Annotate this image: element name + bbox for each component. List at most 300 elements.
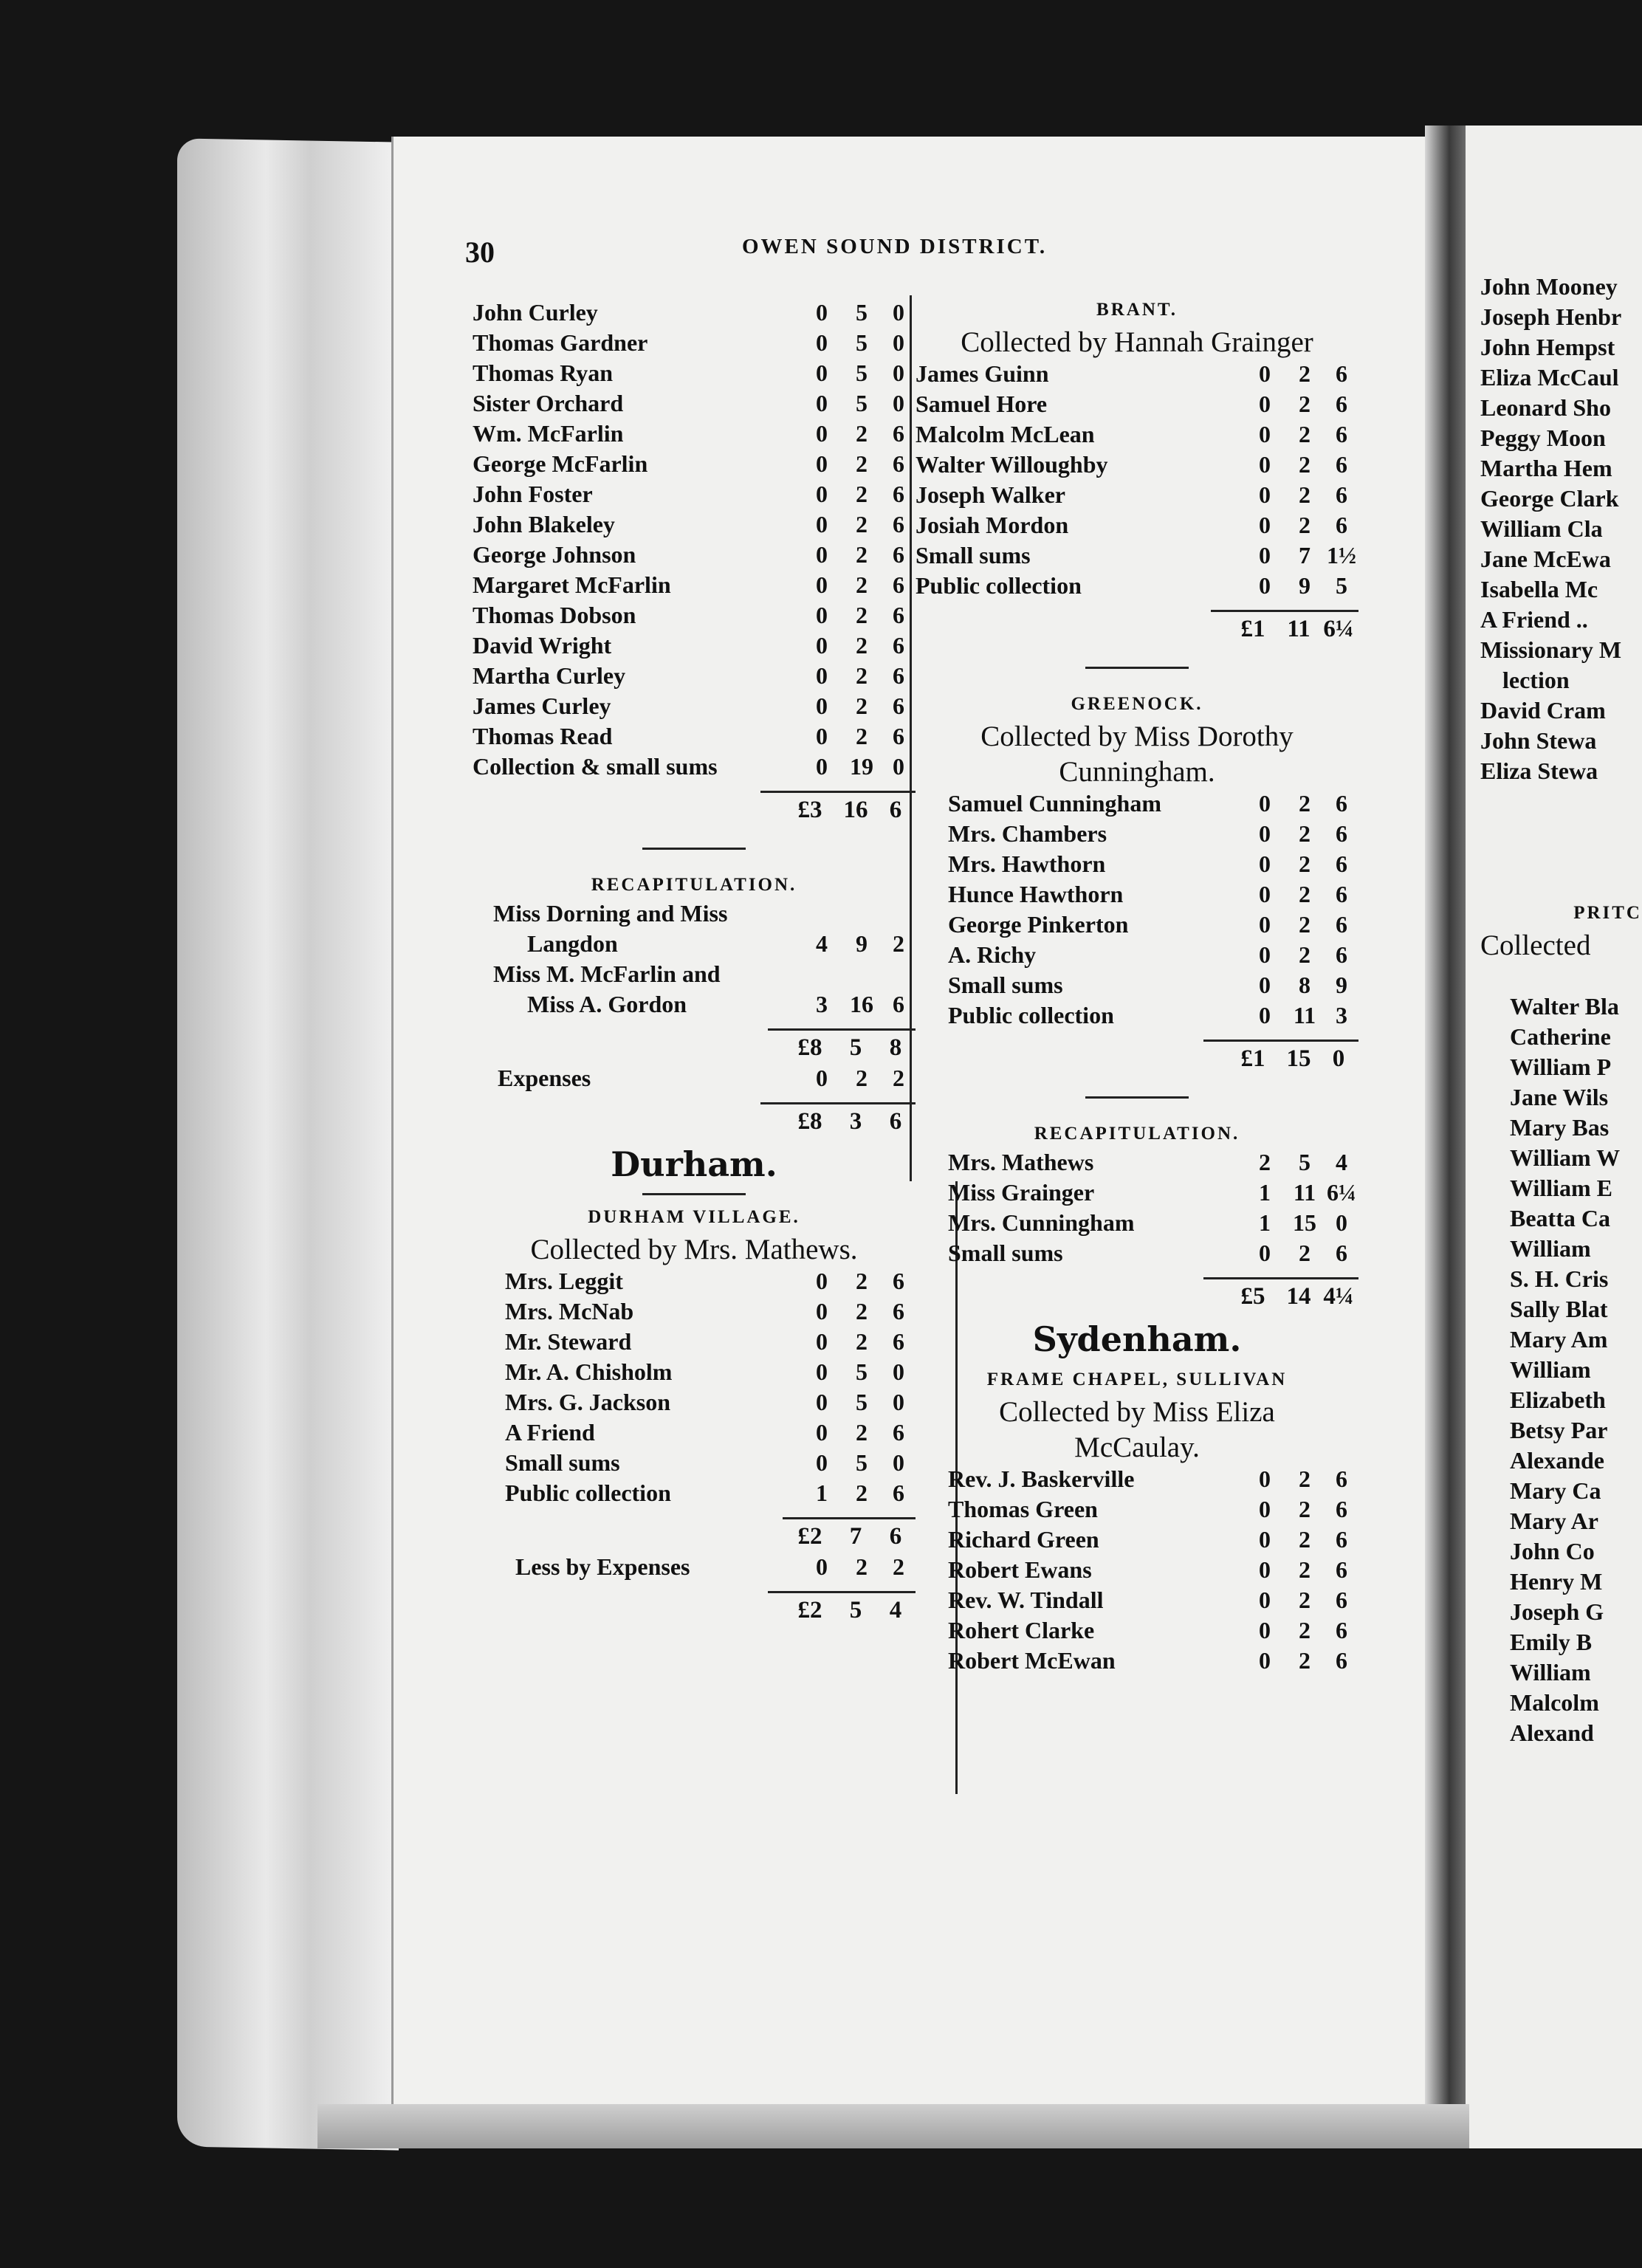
total-shillings: 11 — [1287, 615, 1310, 642]
pounds-value: 0 — [1259, 1526, 1271, 1553]
section-divider — [1085, 667, 1189, 669]
donor-name: Thomas Ryan — [473, 360, 614, 386]
total-shillings: 15 — [1286, 1045, 1311, 1072]
total-shillings: 16 — [843, 796, 868, 823]
right-page-name: Henry M — [1510, 1568, 1603, 1595]
right-page-name: William — [1510, 1235, 1591, 1262]
shillings-value: 9 — [1299, 572, 1310, 599]
book-gutter — [1425, 126, 1469, 2141]
subscription-row — [473, 450, 916, 481]
right-page-name: Peggy Moon — [1480, 425, 1606, 451]
subscription-row — [473, 481, 916, 511]
sydenham-collector-line2: McCaulay. — [1074, 1432, 1200, 1463]
shillings-value: 7 — [1299, 542, 1310, 568]
right-page-name: Martha Hem — [1480, 455, 1612, 481]
pounds-value: 0 — [816, 571, 828, 598]
subscription-row — [916, 972, 1358, 1002]
right-page-name: William Cla — [1480, 515, 1603, 542]
donor-name: George Pinkerton — [948, 911, 1129, 938]
pence-value: 3 — [1336, 1002, 1347, 1028]
pounds-value: 0 — [1259, 421, 1271, 447]
pence-value: 6 — [1336, 391, 1347, 417]
book-page-edges — [177, 138, 399, 2150]
shillings-value: 2 — [856, 450, 868, 477]
total-pounds: £8 — [797, 1034, 822, 1061]
pence-value: 6 — [893, 1419, 904, 1446]
pounds-value: 0 — [1259, 391, 1271, 417]
donor-name: Mrs. Cunningham — [948, 1209, 1135, 1236]
subscription-row — [473, 602, 916, 632]
pounds-value: 0 — [816, 450, 828, 477]
pounds-value: 0 — [1259, 1465, 1271, 1492]
subscription-row — [916, 881, 1358, 911]
pence-value: 6 — [1336, 1240, 1347, 1266]
donor-name: Josiah Mordon — [916, 512, 1069, 538]
donor-name: George McFarlin — [473, 450, 648, 477]
donor-name: Richard Green — [948, 1526, 1099, 1553]
donor-name: Rohert Clarke — [948, 1617, 1095, 1643]
subscription-row — [916, 911, 1358, 941]
shillings-value: 2 — [856, 602, 868, 628]
pence-value: 6 — [1336, 881, 1347, 907]
pounds-value: 0 — [816, 632, 828, 659]
greenock-heading: GREENOCK. — [1071, 694, 1203, 714]
subscription-row — [916, 941, 1358, 972]
donor-name: Samuel Cunningham — [948, 790, 1161, 817]
total-row — [473, 1031, 916, 1065]
pounds-value: 0 — [1259, 572, 1271, 599]
right-page-name: John Co — [1510, 1538, 1595, 1564]
pounds-value: 0 — [1259, 790, 1271, 817]
donor-name: Collection & small sums — [473, 753, 718, 780]
pence-value: 6 — [1336, 1465, 1347, 1492]
total-pounds: £2 — [797, 1596, 822, 1623]
right-page-name: Joseph G — [1510, 1598, 1604, 1625]
total-shillings: 14 — [1286, 1282, 1311, 1310]
shillings-value: 2 — [1299, 451, 1310, 478]
pounds-value: 0 — [816, 1389, 828, 1415]
pounds-value: 0 — [816, 1358, 828, 1385]
donor-name: Rev. J. Baskerville — [948, 1465, 1135, 1492]
page-number: 30 — [465, 236, 495, 269]
donor-name: Small sums — [948, 972, 1063, 998]
pence-value: 0 — [893, 299, 904, 326]
pence-value: 2 — [893, 1065, 904, 1091]
pounds-value: 3 — [816, 991, 828, 1017]
shillings-value: 2 — [856, 1328, 868, 1355]
subscription-row — [916, 421, 1358, 451]
right-page-name: John Hempst — [1480, 334, 1615, 360]
shillings-value: 5 — [856, 299, 868, 326]
subscription-row — [916, 1496, 1358, 1526]
subscription-row — [916, 1465, 1358, 1496]
pence-value: 0 — [893, 753, 904, 780]
donor-name: Thomas Green — [948, 1496, 1098, 1522]
right-page-name: Mary Ar — [1510, 1508, 1598, 1534]
recap-line: Miss M. McFarlin and — [493, 961, 721, 987]
shillings-value: 9 — [856, 930, 868, 957]
right-page-name: Joseph Henbr — [1480, 303, 1622, 330]
shillings-value: 2 — [856, 1268, 868, 1294]
subscription-row — [473, 693, 916, 723]
donor-name: Hunce Hawthorn — [948, 881, 1124, 907]
total-row — [916, 1042, 1358, 1076]
pence-value: 6 — [1336, 911, 1347, 938]
donor-name: Public collection — [948, 1002, 1114, 1028]
pounds-value: 0 — [816, 1449, 828, 1476]
pence-value: 6 — [893, 571, 904, 598]
pence-value: 6 — [893, 632, 904, 659]
total-row — [916, 612, 1358, 646]
right-page-name: Isabella Mc — [1480, 576, 1598, 602]
pence-value: 6 — [893, 511, 904, 537]
shillings-value: 2 — [1299, 1617, 1310, 1643]
subscription-row — [916, 1149, 1358, 1179]
pence-value: 6 — [893, 662, 904, 689]
subscription-row — [916, 1556, 1358, 1587]
pounds-value: 0 — [1259, 1556, 1271, 1583]
shillings-value: 2 — [1299, 790, 1310, 817]
pence-value: 6 — [1336, 790, 1347, 817]
total-pence: 6 — [889, 1522, 902, 1550]
shillings-value: 2 — [856, 1065, 868, 1091]
pounds-value: 0 — [816, 1298, 828, 1324]
pence-value: 6 — [1336, 1647, 1347, 1674]
page-bottom-shadow — [317, 2104, 1469, 2148]
shillings-value: 2 — [856, 420, 868, 447]
subscription-row — [916, 1002, 1358, 1032]
donor-name: A. Richy — [948, 941, 1037, 968]
subscription-row — [473, 1449, 916, 1480]
shillings-value: 16 — [850, 991, 873, 1017]
pounds-value: 0 — [816, 541, 828, 568]
total-shillings: 5 — [849, 1034, 862, 1061]
pence-value: 6 — [893, 602, 904, 628]
donor-name: Thomas Read — [473, 723, 613, 749]
right-page-name: Jane Wils — [1510, 1084, 1609, 1110]
pounds-value: 0 — [816, 1553, 828, 1580]
donor-name: Robert McEwan — [948, 1647, 1116, 1674]
pence-value: 6 — [893, 1298, 904, 1324]
recap-row — [473, 930, 916, 961]
total-pounds: £1 — [1240, 1045, 1265, 1072]
subscription-row — [473, 1389, 916, 1419]
pence-value: 6 — [1336, 451, 1347, 478]
shillings-value: 2 — [856, 693, 868, 719]
right-page-name: William — [1510, 1659, 1591, 1685]
right-page-name: David Cram — [1480, 697, 1606, 724]
total-pounds: £1 — [1240, 615, 1265, 642]
subscription-row — [473, 541, 916, 571]
subscription-row — [916, 850, 1358, 881]
pounds-value: 1 — [1259, 1209, 1271, 1236]
frame-chapel-heading: FRAME CHAPEL, SULLIVAN — [986, 1370, 1288, 1389]
right-page-name: Eliza McCaul — [1480, 364, 1619, 391]
subscription-row — [473, 1328, 916, 1358]
shillings-value: 2 — [1299, 1240, 1310, 1266]
pounds-value: 0 — [1259, 881, 1271, 907]
pence-value: 6 — [1336, 850, 1347, 877]
subscription-row — [916, 820, 1358, 850]
pounds-value: 0 — [1259, 820, 1271, 847]
right-page-name: William P — [1510, 1054, 1612, 1080]
right-collected-line: Collected — [1480, 929, 1591, 961]
pounds-value: 2 — [1259, 1149, 1271, 1175]
recap-row — [473, 991, 916, 1021]
recap-name: Miss A. Gordon — [527, 991, 687, 1017]
shillings-value: 5 — [856, 1358, 868, 1385]
shillings-value: 5 — [856, 1389, 868, 1415]
right-page-name: Jane McEwa — [1480, 546, 1611, 572]
shillings-value: 2 — [856, 1553, 868, 1580]
pounds-value: 0 — [1259, 542, 1271, 568]
donor-name: Sister Orchard — [473, 390, 624, 416]
right-page-column — [1480, 273, 1642, 1750]
donor-name: Malcolm McLean — [916, 421, 1095, 447]
subscription-row — [473, 571, 916, 602]
right-page-name: William — [1510, 1356, 1591, 1383]
pounds-value: 0 — [816, 602, 828, 628]
subscription-row — [916, 1647, 1358, 1677]
donor-name: A Friend — [505, 1419, 595, 1446]
pence-value: 6 — [893, 1268, 904, 1294]
pounds-value: 0 — [816, 420, 828, 447]
durham-collector: Collected by Mrs. Mathews. — [530, 1234, 858, 1265]
subscription-row — [916, 1587, 1358, 1617]
shillings-value: 2 — [1299, 1526, 1310, 1553]
pounds-value: 0 — [816, 511, 828, 537]
pence-value: 6 — [893, 991, 904, 1017]
pence-value: 6 — [1336, 481, 1347, 508]
shillings-value: 2 — [856, 1298, 868, 1324]
right-page-name: Alexande — [1510, 1447, 1604, 1474]
less-expenses-label: Less by Expenses — [515, 1553, 690, 1580]
donor-name: James Curley — [473, 693, 611, 719]
pounds-value: 0 — [816, 1328, 828, 1355]
right-section-heading: PRITC — [1573, 903, 1642, 923]
donor-name: Mr. A. Chisholm — [505, 1358, 673, 1385]
brant-heading: BRANT. — [1096, 300, 1178, 320]
pence-value: 6 — [1336, 1617, 1347, 1643]
greenock-collector-line2: Cunningham. — [1059, 756, 1215, 788]
brant-collector: Collected by Hannah Grainger — [961, 326, 1313, 358]
pence-value: 9 — [1336, 972, 1347, 998]
subscription-row — [473, 390, 916, 420]
shillings-value: 11 — [1293, 1002, 1316, 1028]
shillings-value: 2 — [856, 632, 868, 659]
subscription-row — [473, 632, 916, 662]
subscription-row — [473, 1480, 916, 1510]
pounds-value: 0 — [1259, 1617, 1271, 1643]
right-page-name: Eliza Stewa — [1480, 757, 1598, 784]
shillings-value: 2 — [1299, 820, 1310, 847]
pounds-value: 0 — [816, 390, 828, 416]
shillings-value: 2 — [1299, 421, 1310, 447]
subscription-row — [916, 1179, 1358, 1209]
shillings-value: 2 — [1299, 1647, 1310, 1674]
recap-heading: RECAPITULATION. — [1034, 1124, 1240, 1144]
donor-name: Miss Grainger — [948, 1179, 1095, 1206]
total-pence: 4¼ — [1323, 1282, 1354, 1310]
subscription-row — [473, 299, 916, 329]
total-row — [473, 793, 916, 827]
donor-name: Rev. W. Tindall — [948, 1587, 1104, 1613]
donor-name: Mrs. Leggit — [505, 1268, 623, 1294]
right-page-name: George Clark — [1480, 485, 1619, 512]
pence-value: 6 — [893, 541, 904, 568]
subscription-row — [473, 662, 916, 693]
pence-value: 0 — [893, 390, 904, 416]
right-page-name: Malcolm — [1510, 1689, 1599, 1716]
pounds-value: 0 — [1259, 1496, 1271, 1522]
pence-value: 2 — [893, 930, 904, 957]
donor-name: Public collection — [505, 1480, 671, 1506]
pounds-value: 1 — [816, 1480, 828, 1506]
shillings-value: 2 — [1299, 1496, 1310, 1522]
right-page-name: William E — [1510, 1175, 1612, 1201]
pence-value: 6 — [1336, 941, 1347, 968]
total-row — [473, 1519, 916, 1553]
middle-column — [916, 295, 1358, 1677]
pence-value: 2 — [893, 1553, 904, 1580]
pence-value: 6 — [1336, 421, 1347, 447]
donor-name: Mrs. G. Jackson — [505, 1389, 670, 1415]
total-pence: 0 — [1332, 1045, 1345, 1072]
pounds-value: 0 — [1259, 360, 1271, 387]
pounds-value: 4 — [816, 930, 828, 957]
donor-name: Wm. McFarlin — [473, 420, 624, 447]
subscription-row — [473, 723, 916, 753]
shillings-value: 2 — [856, 541, 868, 568]
shillings-value: 5 — [1299, 1149, 1310, 1175]
donor-name: Thomas Gardner — [473, 329, 648, 356]
pounds-value: 0 — [1259, 972, 1271, 998]
subscription-row — [473, 753, 916, 783]
subscription-row — [473, 420, 916, 450]
donor-name: David Wright — [473, 632, 612, 659]
expenses-label: Expenses — [498, 1065, 591, 1091]
right-page-name: John Mooney — [1480, 273, 1618, 300]
right-page-name: Mary Bas — [1510, 1114, 1610, 1141]
subscription-row — [916, 512, 1358, 542]
less-expenses-row — [473, 1553, 916, 1584]
donor-name: Small sums — [505, 1449, 620, 1476]
subscription-row — [916, 1526, 1358, 1556]
donor-name: Mr. Steward — [505, 1328, 632, 1355]
pounds-value: 0 — [1259, 1647, 1271, 1674]
right-page-name: lection — [1502, 667, 1570, 693]
shillings-value: 15 — [1293, 1209, 1316, 1236]
pence-value: 0 — [1336, 1209, 1347, 1236]
section-divider — [642, 848, 746, 850]
subscription-row — [473, 1298, 916, 1328]
pounds-value: 0 — [1259, 481, 1271, 508]
pence-value: 6¼ — [1327, 1179, 1356, 1206]
right-page-name: Elizabeth — [1510, 1386, 1606, 1413]
donor-name: Mrs. Chambers — [948, 820, 1107, 847]
right-page-name: Alexand — [1510, 1719, 1594, 1746]
pence-value: 6 — [893, 450, 904, 477]
pounds-value: 0 — [816, 481, 828, 507]
subscription-row — [473, 329, 916, 360]
pence-value: 4 — [1336, 1149, 1347, 1175]
subscription-row — [473, 511, 916, 541]
shillings-value: 5 — [856, 329, 868, 356]
pounds-value: 0 — [816, 662, 828, 689]
shillings-value: 2 — [1299, 941, 1310, 968]
subscription-row — [473, 1268, 916, 1298]
donor-name: Mrs. Hawthorn — [948, 850, 1106, 877]
shillings-value: 11 — [1293, 1179, 1316, 1206]
shillings-value: 2 — [856, 571, 868, 598]
pence-value: 6 — [1336, 1587, 1347, 1613]
subscription-row — [916, 542, 1358, 572]
right-page-name: Catherine — [1510, 1023, 1611, 1050]
durham-village-heading: DURHAM VILLAGE. — [588, 1207, 800, 1227]
donor-name: Mrs. McNab — [505, 1298, 634, 1324]
pounds-value: 0 — [1259, 850, 1271, 877]
right-page-name: Emily B — [1510, 1629, 1593, 1655]
total-pence: 6 — [889, 1107, 902, 1135]
recap-line: Miss Dorning and Miss — [493, 900, 728, 927]
total-shillings: 5 — [849, 1596, 862, 1623]
shillings-value: 2 — [1299, 391, 1310, 417]
subscription-row — [916, 790, 1358, 820]
subscription-row — [916, 572, 1358, 602]
right-page-name: A Friend .. — [1480, 606, 1588, 633]
total-row — [916, 1279, 1358, 1313]
subscription-row — [916, 391, 1358, 421]
donor-name: Martha Curley — [473, 662, 626, 689]
shillings-value: 2 — [1299, 481, 1310, 508]
shillings-value: 2 — [1299, 1587, 1310, 1613]
shillings-value: 2 — [1299, 911, 1310, 938]
subscription-row — [473, 1419, 916, 1449]
donor-name: John Foster — [473, 481, 593, 507]
pounds-value: 0 — [816, 1268, 828, 1294]
donor-name: Walter Willoughby — [916, 451, 1108, 478]
donor-name: Mrs. Mathews — [948, 1149, 1094, 1175]
total-pounds: £8 — [797, 1107, 822, 1135]
total-pence: 6¼ — [1323, 615, 1354, 642]
right-page-name: Sally Blat — [1510, 1296, 1608, 1322]
pence-value: 6 — [893, 420, 904, 447]
donor-name: Samuel Hore — [916, 391, 1048, 417]
right-page-name: John Stewa — [1480, 727, 1597, 754]
pence-value: 0 — [893, 329, 904, 356]
shillings-value: 2 — [856, 511, 868, 537]
donor-name: George Johnson — [473, 541, 636, 568]
greenock-collector-line1: Collected by Miss Dorothy — [980, 721, 1294, 752]
expenses-row — [473, 1065, 916, 1095]
subscription-row — [916, 360, 1358, 391]
running-head: OWEN SOUND DISTRICT. — [742, 235, 1048, 258]
pounds-value: 0 — [816, 723, 828, 749]
total-shillings: 3 — [849, 1107, 862, 1135]
pence-value: 6 — [893, 693, 904, 719]
subscription-row — [916, 451, 1358, 481]
shillings-value: 2 — [856, 662, 868, 689]
right-page-name: Betsy Par — [1510, 1417, 1608, 1443]
right-page-name: Walter Bla — [1510, 993, 1619, 1020]
pence-value: 0 — [893, 1358, 904, 1385]
right-page-name: William W — [1510, 1144, 1621, 1171]
donor-name: Small sums — [916, 542, 1031, 568]
right-page-name: Mary Ca — [1510, 1477, 1601, 1504]
right-page-name: Mary Am — [1510, 1326, 1608, 1353]
subscription-row — [473, 360, 916, 390]
recap-heading: RECAPITULATION. — [591, 875, 797, 895]
